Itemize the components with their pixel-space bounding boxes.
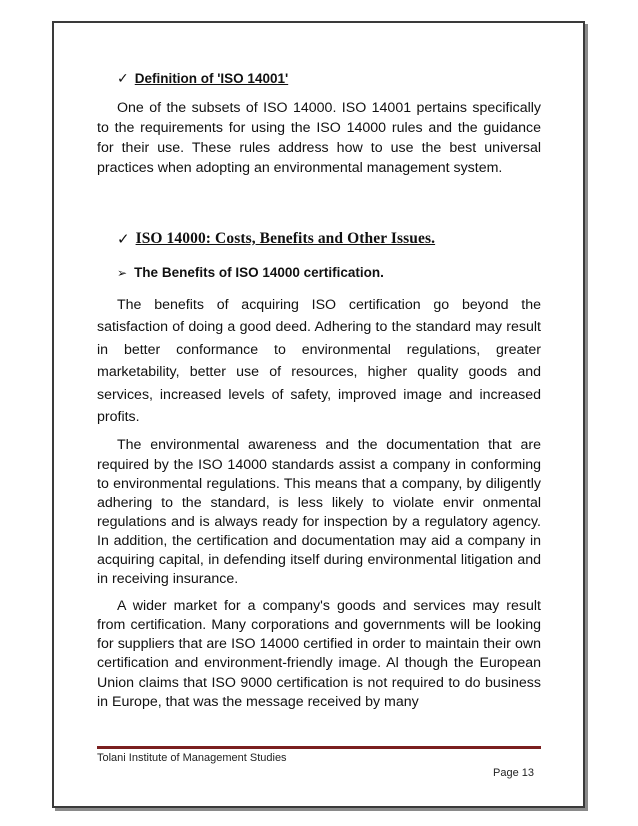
checkmark-icon: ✓ <box>117 70 129 86</box>
page-content <box>97 70 541 712</box>
heading-costs-benefits <box>117 230 541 248</box>
heading-benefits-text: The Benefits of ISO 14000 certification. <box>134 265 384 280</box>
checkmark-icon: ✓ <box>117 231 130 248</box>
paragraph-awareness: The environmental awareness and the documentation that are required by the ISO 14000 standards assist a company in conforming to environmental regulations. This means that a company, by diligently adhering to the standard, is less likely to violate envir onmental regulations and is always ready for inspection by a regulatory agency. In addition, the certification and documentation may aid a company in acquiring capital, in defending itself during environmental litigation and in receiving insurance. <box>97 437 541 588</box>
paragraph-benefits: The benefits of acquiring ISO certification go beyond the satisfaction of doing a good deed. Adhering to the standard may result in better conformance to environmental regulations, greater marketability, better use of resources, higher quality goods and services, increased levels of safety, improved image and increased profits. <box>97 297 541 426</box>
footer-divider <box>97 746 541 749</box>
heading-costs-benefits-text: ISO 14000: Costs, Benefits and Other Issues. <box>135 230 436 247</box>
page-number: Page 13 <box>493 767 534 779</box>
paragraph-definition: One of the subsets of ISO 14000. ISO 14001 pertains specifically to the requirements for using the ISO 14000 rules and the guidance for their use. These rules address how to use the best universal practices when adopting an environmental management system. <box>97 100 541 176</box>
arrow-bullet-icon: ➢ <box>117 265 128 280</box>
heading-definition-text: Definition of 'ISO 14001' <box>134 71 289 86</box>
heading-definition <box>117 70 541 87</box>
heading-benefits <box>117 265 541 280</box>
footer-institute: Tolani Institute of Management Studies <box>97 752 287 764</box>
paragraph-market: A wider market for a company's goods and services may result from certification. Many corporations and governments will be looking for suppliers that are ISO 14000 certified in order to maintain their own certification and environment-friendly image. Al though the European Union claims that ISO 9000 certification is not required to do business in Europe, that was the message received by many <box>97 598 541 710</box>
